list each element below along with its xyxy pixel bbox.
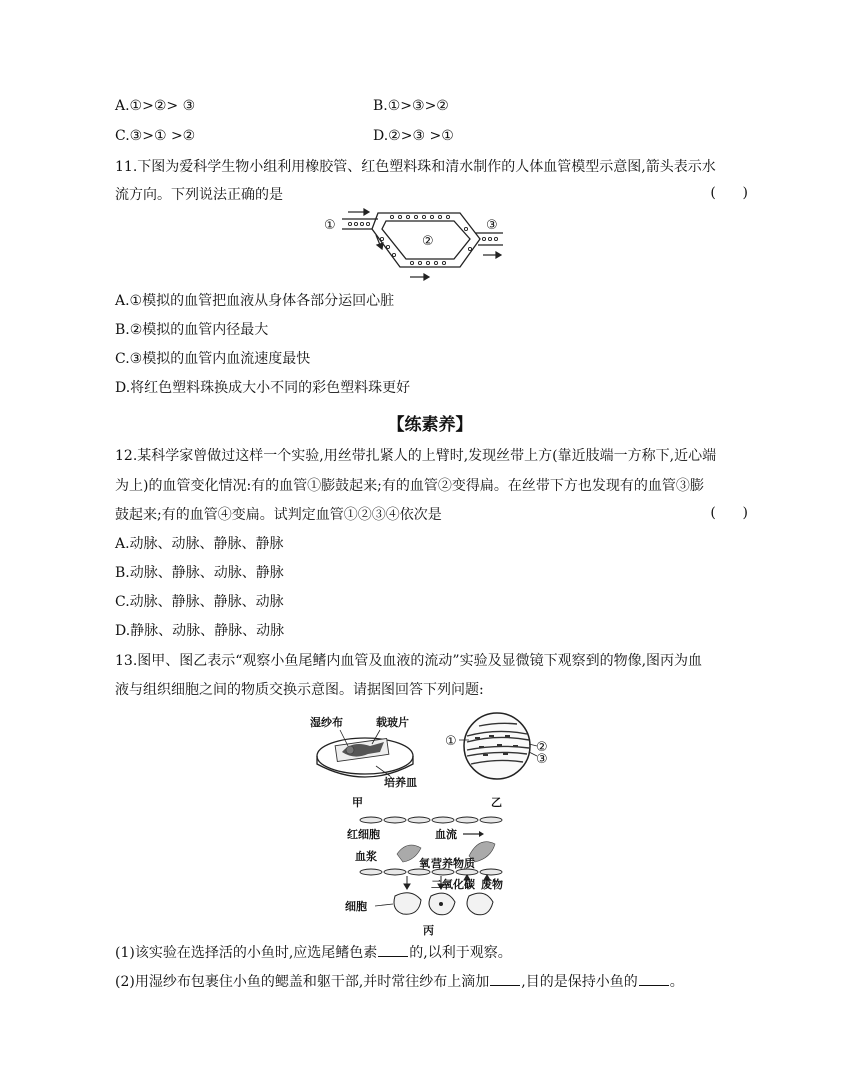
q11-figure-label-3: ③ xyxy=(486,218,498,233)
answer-blank[interactable] xyxy=(639,971,669,986)
q12-option-b: B.动脉、静脉、动脉、静脉 xyxy=(115,565,284,581)
section-title: 【练素养】 xyxy=(387,415,473,435)
q13-sub2-text-c: 。 xyxy=(669,974,684,990)
q13-bing-caption: 丙 xyxy=(423,924,434,937)
q13-jia-label-dish: 培养皿 xyxy=(384,776,417,789)
q12-answer-paren: ( ) xyxy=(710,505,748,521)
q13-jia-label-wet-cloth: 湿纱布 xyxy=(310,716,343,729)
q11-answer-paren: ( ) xyxy=(710,185,748,201)
q10-option-c: C.③>① >② xyxy=(115,128,196,144)
q11-stem-line1: 11.下图为爱科学生物小组利用橡胶管、红色塑料珠和清水制作的人体血管模型示意图,箭头表示水 xyxy=(115,159,716,175)
q13-jia-label-slide: 载玻片 xyxy=(376,716,409,729)
q13-bing-label-plasma: 血浆 xyxy=(355,850,377,863)
q13-sub2-text-a: (2)用湿纱布包裹住小鱼的鳃盖和躯干部,并时常往纱布上滴加 xyxy=(115,974,490,990)
q11-option-b: B.②模拟的血管内径最大 xyxy=(115,322,269,338)
q13-sub1 xyxy=(115,942,512,963)
q13-sub2 xyxy=(115,971,684,992)
q13-figure-yi xyxy=(445,708,555,810)
q13-bing-label-cell: 细胞 xyxy=(345,900,367,913)
q11-option-d: D.将红色塑料珠换成大小不同的彩色塑料珠更好 xyxy=(115,380,411,396)
q11-vessel-model-figure xyxy=(320,205,510,285)
q13-yi-caption: 乙 xyxy=(491,796,502,809)
q13-bing-label-rbc: 红细胞 xyxy=(347,828,380,841)
q11-figure-label-1: ① xyxy=(324,218,336,233)
q13-stem-line2: 液与组织细胞之间的物质交换示意图。请据图回答下列问题: xyxy=(115,682,484,698)
q13-sub1-text-a: (1)该实验在选择活的小鱼时,应选尾鳍色素 xyxy=(115,945,378,961)
q13-bing-label-oxygen: 氧 xyxy=(419,857,430,870)
q12-stem-line1: 12.某科学家曾做过这样一个实验,用丝带扎紧人的上臂时,发现丝带上方(靠近肢端一方称下,近心端 xyxy=(115,448,717,464)
q13-bing-label-co2: 二氧化碳 xyxy=(431,878,475,891)
q13-stem-line1: 13.图甲、图乙表示“观察小鱼尾鳍内血管及血液的流动”实验及显微镜下观察到的物像,图丙为血 xyxy=(115,653,703,669)
q11-figure-label-2: ② xyxy=(422,234,434,249)
q13-jia-caption: 甲 xyxy=(352,796,363,809)
q13-figure-bing xyxy=(345,812,525,938)
q12-stem-line3: 鼓起来;有的血管④变扁。试判定血管①②③④依次是 xyxy=(115,507,442,523)
q12-stem-line2: 为上)的血管变化情况:有的血管①膨鼓起来;有的血管②变得扁。在丝带下方也发现有的血管③膨 xyxy=(115,478,704,494)
q10-option-b: B.①>③>② xyxy=(373,98,449,114)
q13-bing-label-flow: 血流 xyxy=(435,828,457,841)
q13-yi-label-3: ③ xyxy=(536,752,548,767)
q13-bing-label-nutrients: 营养物质 xyxy=(431,857,475,870)
q13-sub1-text-b: 的,以利于观察。 xyxy=(409,945,512,961)
q11-option-c: C.③模拟的血管内血流速度最快 xyxy=(115,351,311,367)
q13-yi-label-2: ② xyxy=(536,740,548,755)
q12-option-a: A.动脉、动脉、静脉、静脉 xyxy=(115,536,284,552)
q10-option-a: A.①>②> ③ xyxy=(115,98,196,114)
q11-stem-line2: 流方向。下列说法正确的是 xyxy=(115,187,283,203)
q12-option-d: D.静脉、动脉、静脉、动脉 xyxy=(115,623,285,639)
q11-option-a: A.①模拟的血管把血液从身体各部分运回心脏 xyxy=(115,293,395,309)
q12-option-c: C.动脉、静脉、静脉、动脉 xyxy=(115,594,284,610)
q13-yi-label-1: ① xyxy=(445,734,457,749)
q13-sub2-text-b: ,目的是保持小鱼的 xyxy=(521,974,638,990)
q13-bing-label-waste: 废物 xyxy=(481,878,503,891)
answer-blank[interactable] xyxy=(378,942,408,957)
q13-figure-jia xyxy=(310,708,430,810)
answer-blank[interactable] xyxy=(490,971,520,986)
q10-option-d: D.②>③ >① xyxy=(373,128,454,144)
